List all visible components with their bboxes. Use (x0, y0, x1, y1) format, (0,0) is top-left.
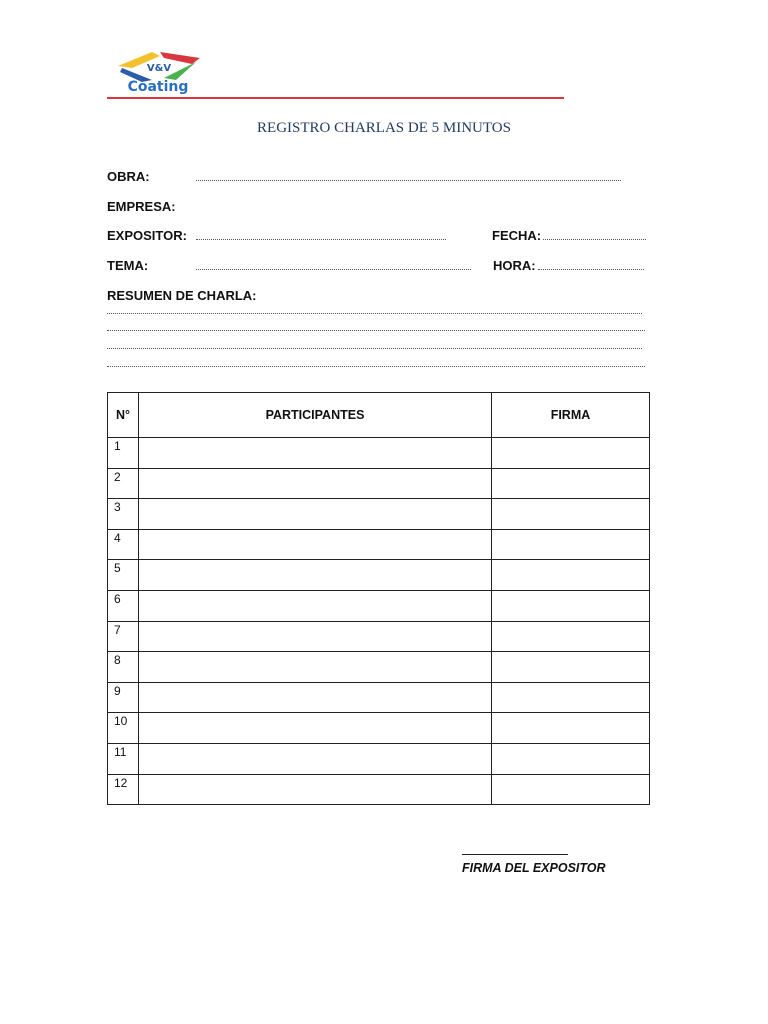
signature-cell[interactable] (492, 713, 650, 744)
table-row (108, 774, 650, 805)
row-number: 2 (108, 468, 139, 499)
fecha-field[interactable] (543, 239, 646, 240)
expositor-label: EXPOSITOR: (107, 228, 187, 243)
participant-cell[interactable] (139, 529, 492, 560)
row-number: 1 (108, 438, 139, 469)
participant-cell[interactable] (139, 499, 492, 530)
signature-cell[interactable] (492, 529, 650, 560)
hora-label: HORA: (493, 258, 536, 273)
fecha-label: FECHA: (492, 228, 542, 243)
tema-field[interactable] (196, 269, 471, 270)
table-row (108, 529, 650, 560)
obra-label: OBRA: (107, 169, 150, 184)
row-number: 6 (108, 590, 139, 621)
table-row (108, 682, 650, 713)
row-number: 4 (108, 529, 139, 560)
row-number: 11 (108, 743, 139, 774)
participant-cell[interactable] (139, 438, 492, 469)
table-row (108, 743, 650, 774)
table-row (108, 713, 650, 744)
tema-label: TEMA: (107, 258, 149, 273)
table-row (108, 499, 650, 530)
table-row (108, 468, 650, 499)
row-number: 5 (108, 560, 139, 591)
table-row (108, 652, 650, 683)
company-logo (112, 46, 207, 96)
signature-line[interactable] (462, 854, 568, 855)
participant-cell[interactable] (139, 652, 492, 683)
row-number: 12 (108, 774, 139, 805)
resumen-line-1[interactable] (107, 313, 642, 314)
participant-cell[interactable] (139, 468, 492, 499)
header-firma: FIRMA (492, 393, 650, 438)
svg-text:V&V: V&V (146, 63, 172, 74)
participant-cell[interactable] (139, 682, 492, 713)
signature-cell[interactable] (492, 682, 650, 713)
signature-cell[interactable] (492, 560, 650, 591)
header-divider (107, 97, 564, 99)
table-row (108, 621, 650, 652)
resumen-line-2[interactable] (107, 330, 645, 331)
participant-cell[interactable] (139, 560, 492, 591)
signature-cell[interactable] (492, 743, 650, 774)
row-number: 8 (108, 652, 139, 683)
signature-cell[interactable] (492, 468, 650, 499)
participants-table (107, 392, 650, 805)
signature-label: FIRMA DEL EXPOSITOR (462, 861, 606, 875)
page-title: REGISTRO CHARLAS DE 5 MINUTOS (257, 120, 511, 136)
resumen-label: RESUMEN DE CHARLA: (107, 288, 257, 303)
signature-cell[interactable] (492, 499, 650, 530)
signature-cell[interactable] (492, 438, 650, 469)
header-participantes: PARTICIPANTES (139, 393, 492, 438)
participant-cell[interactable] (139, 713, 492, 744)
resumen-line-4[interactable] (107, 366, 645, 367)
signature-cell[interactable] (492, 774, 650, 805)
participant-cell[interactable] (139, 621, 492, 652)
row-number: 7 (108, 621, 139, 652)
participant-cell[interactable] (139, 774, 492, 805)
table-row (108, 438, 650, 469)
row-number: 9 (108, 682, 139, 713)
row-number: 10 (108, 713, 139, 744)
signature-cell[interactable] (492, 590, 650, 621)
table-row (108, 560, 650, 591)
row-number: 3 (108, 499, 139, 530)
signature-cell[interactable] (492, 621, 650, 652)
participant-cell[interactable] (139, 590, 492, 621)
resumen-line-3[interactable] (107, 348, 642, 349)
expositor-field[interactable] (196, 239, 446, 240)
participant-cell[interactable] (139, 743, 492, 774)
empresa-label: EMPRESA: (107, 199, 176, 214)
svg-text:Coating: Coating (127, 79, 189, 95)
table-row (108, 590, 650, 621)
obra-field[interactable] (196, 180, 621, 181)
signature-cell[interactable] (492, 652, 650, 683)
header-number: N° (108, 393, 139, 438)
hora-field[interactable] (538, 269, 644, 270)
